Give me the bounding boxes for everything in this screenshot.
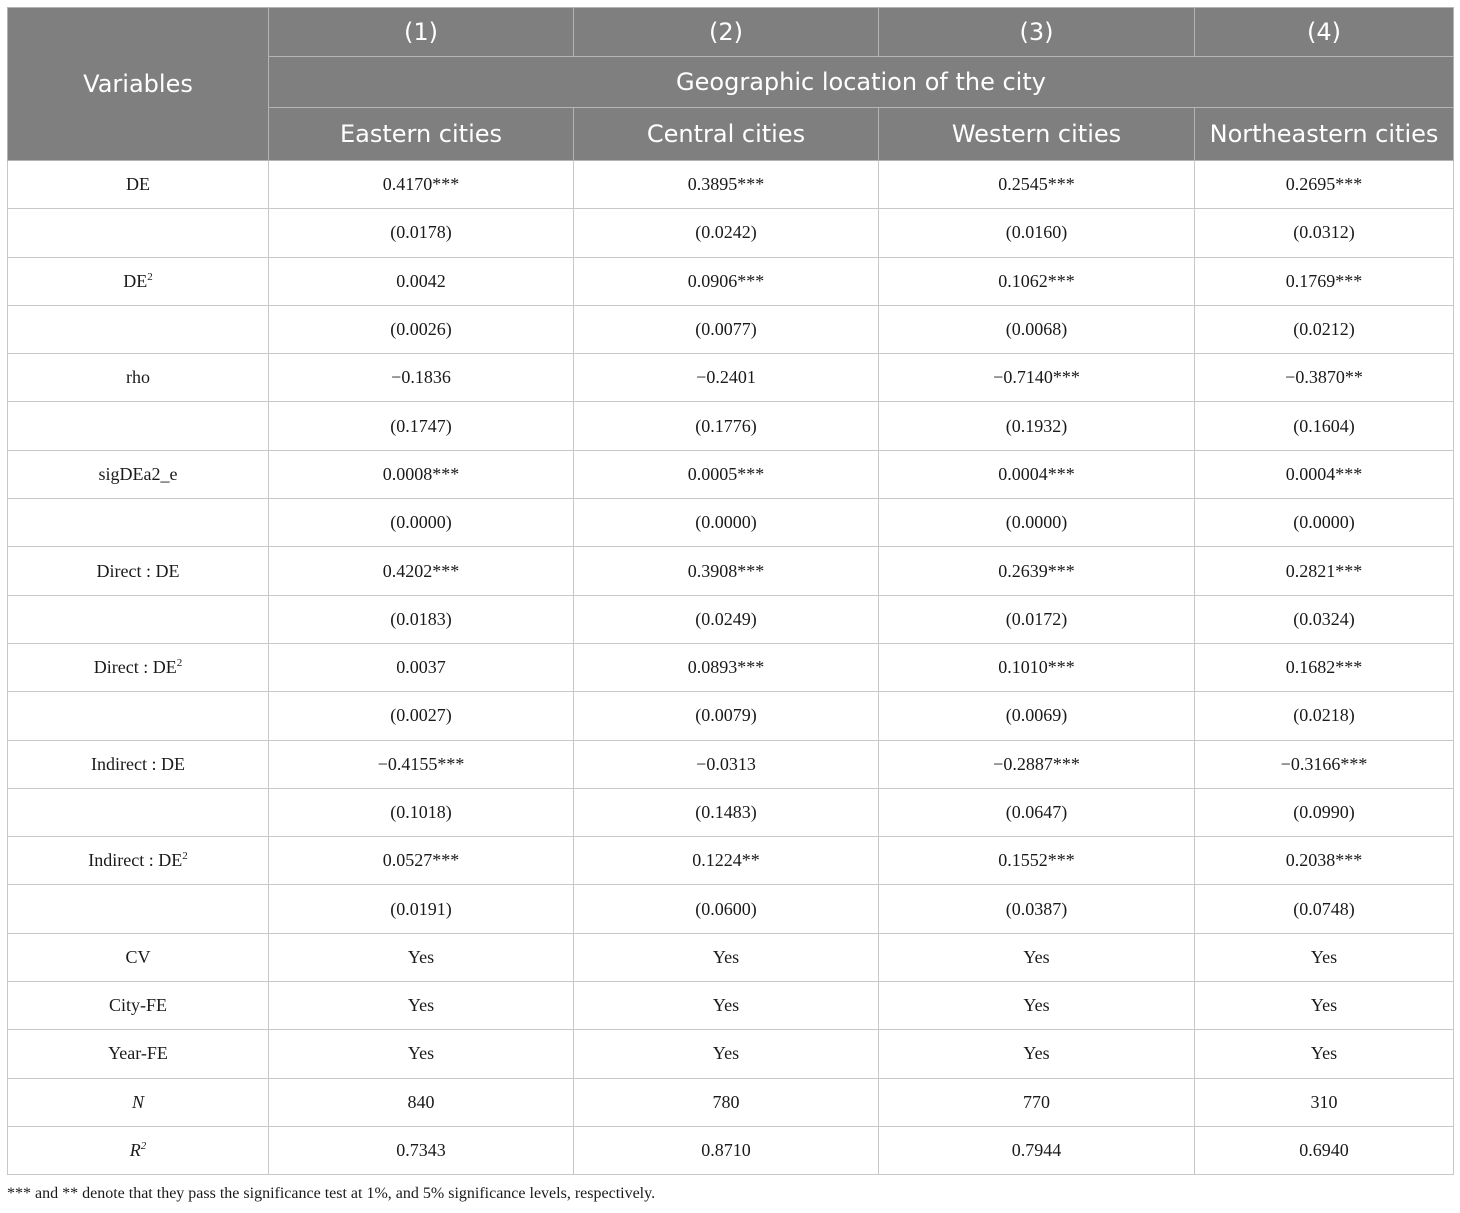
table-row	[8, 1126, 1454, 1174]
table-cell: −0.4155***	[269, 740, 574, 788]
table-cell: 0.7343	[269, 1126, 574, 1174]
column-number: (3)	[879, 8, 1195, 57]
table-cell: (0.0647)	[879, 788, 1195, 836]
table-cell: (0.0990)	[1195, 788, 1454, 836]
table-cell: 0.0527***	[269, 837, 574, 885]
table-cell: Yes	[574, 933, 879, 981]
table-cell: (0.0027)	[269, 692, 574, 740]
table-cell: 0.8710	[574, 1126, 879, 1174]
table-cell: −0.1836	[269, 354, 574, 402]
table-row	[8, 885, 1454, 933]
row-label	[8, 643, 269, 691]
table-cell: 0.0042	[269, 257, 574, 305]
row-label	[8, 1030, 269, 1078]
row-label	[8, 354, 269, 402]
table-cell: (0.0324)	[1195, 595, 1454, 643]
row-label-text: sigDEa2_e	[98, 463, 178, 484]
row-label	[8, 499, 269, 547]
table-cell: (0.1776)	[574, 402, 879, 450]
table-cell: 0.0004***	[879, 450, 1195, 498]
table-cell: (0.1747)	[269, 402, 574, 450]
table-cell: (0.1483)	[574, 788, 879, 836]
table-cell: 0.0005***	[574, 450, 879, 498]
row-label-text: R	[129, 1140, 141, 1161]
table-row	[8, 692, 1454, 740]
row-label	[8, 692, 269, 740]
table-cell: 0.1682***	[1195, 643, 1454, 691]
table-row	[8, 354, 1454, 402]
table-cell: (0.1604)	[1195, 402, 1454, 450]
table-cell: (0.0000)	[879, 499, 1195, 547]
table-cell: 0.2639***	[879, 547, 1195, 595]
table-cell: (0.0000)	[269, 499, 574, 547]
table-cell: (0.0000)	[574, 499, 879, 547]
table-cell: (0.0191)	[269, 885, 574, 933]
table-cell: 840	[269, 1078, 574, 1126]
table-cell: Yes	[1195, 1030, 1454, 1078]
table-cell: 0.0037	[269, 643, 574, 691]
table-cell: 0.1552***	[879, 837, 1195, 885]
table-cell: (0.0249)	[574, 595, 879, 643]
table-cell: (0.0212)	[1195, 305, 1454, 353]
table-cell: Yes	[269, 933, 574, 981]
row-label-text: CV	[125, 946, 151, 967]
row-label	[8, 933, 269, 981]
table-row	[8, 209, 1454, 257]
table-cell: Yes	[879, 1030, 1195, 1078]
table-cell: −0.2401	[574, 354, 879, 402]
row-label	[8, 450, 269, 498]
table-cell: 0.2821***	[1195, 547, 1454, 595]
table-cell: 0.0008***	[269, 450, 574, 498]
table-cell: −0.7140***	[879, 354, 1195, 402]
table-cell: (0.1018)	[269, 788, 574, 836]
row-label	[8, 305, 269, 353]
table-cell: 0.6940	[1195, 1126, 1454, 1174]
column-number: (1)	[269, 8, 574, 57]
table-cell: 0.2545***	[879, 161, 1195, 209]
table-cell: (0.0748)	[1195, 885, 1454, 933]
row-label	[8, 595, 269, 643]
column-header-western: Western cities	[879, 108, 1195, 161]
superscript: 2	[176, 657, 183, 670]
row-label-text: Indirect : DE	[88, 850, 183, 871]
row-label	[8, 788, 269, 836]
table-cell: (0.0312)	[1195, 209, 1454, 257]
table-cell: (0.0218)	[1195, 692, 1454, 740]
table-row	[8, 643, 1454, 691]
table-row	[8, 740, 1454, 788]
table-cell: (0.0077)	[574, 305, 879, 353]
table-cell: 0.0906***	[574, 257, 879, 305]
table-cell: 0.3895***	[574, 161, 879, 209]
table-cell: Yes	[269, 982, 574, 1030]
table-cell: (0.0160)	[879, 209, 1195, 257]
table-row	[8, 402, 1454, 450]
table-cell: (0.0026)	[269, 305, 574, 353]
table-cell: (0.0178)	[269, 209, 574, 257]
table-cell: 310	[1195, 1078, 1454, 1126]
row-label	[8, 402, 269, 450]
table-row	[8, 305, 1454, 353]
row-label-text: rho	[126, 367, 150, 388]
row-label	[8, 257, 269, 305]
table-row	[8, 837, 1454, 885]
row-label-text: DE	[126, 174, 150, 195]
table-cell: 780	[574, 1078, 879, 1126]
table-row	[8, 933, 1454, 981]
superscript: 2	[140, 1140, 147, 1153]
group-title: Geographic location of the city	[269, 57, 1454, 108]
table-cell: (0.0079)	[574, 692, 879, 740]
row-label-text: Direct : DE	[93, 657, 177, 678]
table-cell: (0.0183)	[269, 595, 574, 643]
row-label-text: City-FE	[108, 995, 167, 1016]
table-cell: (0.0387)	[879, 885, 1195, 933]
table-cell: 0.2695***	[1195, 161, 1454, 209]
table-cell: Yes	[879, 933, 1195, 981]
superscript: 2	[182, 850, 188, 863]
table-cell: 0.4170***	[269, 161, 574, 209]
row-label	[8, 161, 269, 209]
table-cell: (0.0069)	[879, 692, 1195, 740]
table-cell: 0.2038***	[1195, 837, 1454, 885]
header-row-column-numbers	[8, 8, 1454, 57]
column-number: (4)	[1195, 8, 1454, 57]
row-label	[8, 740, 269, 788]
row-label	[8, 1126, 269, 1174]
table-row	[8, 499, 1454, 547]
table-cell: Yes	[574, 1030, 879, 1078]
table-cell: −0.2887***	[879, 740, 1195, 788]
table-row	[8, 161, 1454, 209]
table-row	[8, 450, 1454, 498]
row-label	[8, 982, 269, 1030]
superscript: 2	[147, 270, 153, 283]
row-label-text: Year-FE	[108, 1043, 168, 1064]
row-label-text: Indirect : DE	[91, 753, 185, 774]
table-row	[8, 595, 1454, 643]
table-cell: 0.0893***	[574, 643, 879, 691]
row-label	[8, 885, 269, 933]
table-cell: Yes	[1195, 933, 1454, 981]
table-cell: 0.3908***	[574, 547, 879, 595]
table-row	[8, 257, 1454, 305]
row-label-text: DE	[123, 270, 148, 291]
table-cell: (0.0242)	[574, 209, 879, 257]
table-body	[8, 161, 1454, 1175]
table-cell: Yes	[574, 982, 879, 1030]
table-cell: (0.0172)	[879, 595, 1195, 643]
row-label	[8, 209, 269, 257]
table-cell: 0.0004***	[1195, 450, 1454, 498]
table-row	[8, 1078, 1454, 1126]
row-label	[8, 837, 269, 885]
table-cell: 0.1224**	[574, 837, 879, 885]
table-cell: −0.3166***	[1195, 740, 1454, 788]
table-cell: 0.4202***	[269, 547, 574, 595]
table-cell: 0.1769***	[1195, 257, 1454, 305]
table-cell: (0.1932)	[879, 402, 1195, 450]
table-cell: Yes	[269, 1030, 574, 1078]
table-row	[8, 1030, 1454, 1078]
table-row	[8, 982, 1454, 1030]
variables-header: Variables	[8, 8, 269, 161]
table-cell: (0.0600)	[574, 885, 879, 933]
row-label-text: Direct : DE	[96, 560, 180, 581]
row-label	[8, 547, 269, 595]
table-header	[8, 8, 1454, 161]
table-cell: (0.0068)	[879, 305, 1195, 353]
table-cell: Yes	[879, 982, 1195, 1030]
table-cell: 0.7944	[879, 1126, 1195, 1174]
table-cell: −0.0313	[574, 740, 879, 788]
table-footnote: *** and ** denote that they pass the significance test at 1%, and 5% significance levels, respectively.	[7, 1185, 656, 1202]
table-cell: (0.0000)	[1195, 499, 1454, 547]
table-cell: 0.1010***	[879, 643, 1195, 691]
column-header-eastern: Eastern cities	[269, 108, 574, 161]
table-cell: 0.1062***	[879, 257, 1195, 305]
row-label-text: N	[131, 1091, 144, 1112]
row-label	[8, 1078, 269, 1126]
column-header-northeastern: Northeastern cities	[1195, 108, 1454, 161]
table-row	[8, 788, 1454, 836]
table-row	[8, 547, 1454, 595]
table-cell: −0.3870**	[1195, 354, 1454, 402]
column-number: (2)	[574, 8, 879, 57]
column-header-central: Central cities	[574, 108, 879, 161]
table-cell: 770	[879, 1078, 1195, 1126]
regression-table	[7, 7, 1454, 1175]
table-cell: Yes	[1195, 982, 1454, 1030]
